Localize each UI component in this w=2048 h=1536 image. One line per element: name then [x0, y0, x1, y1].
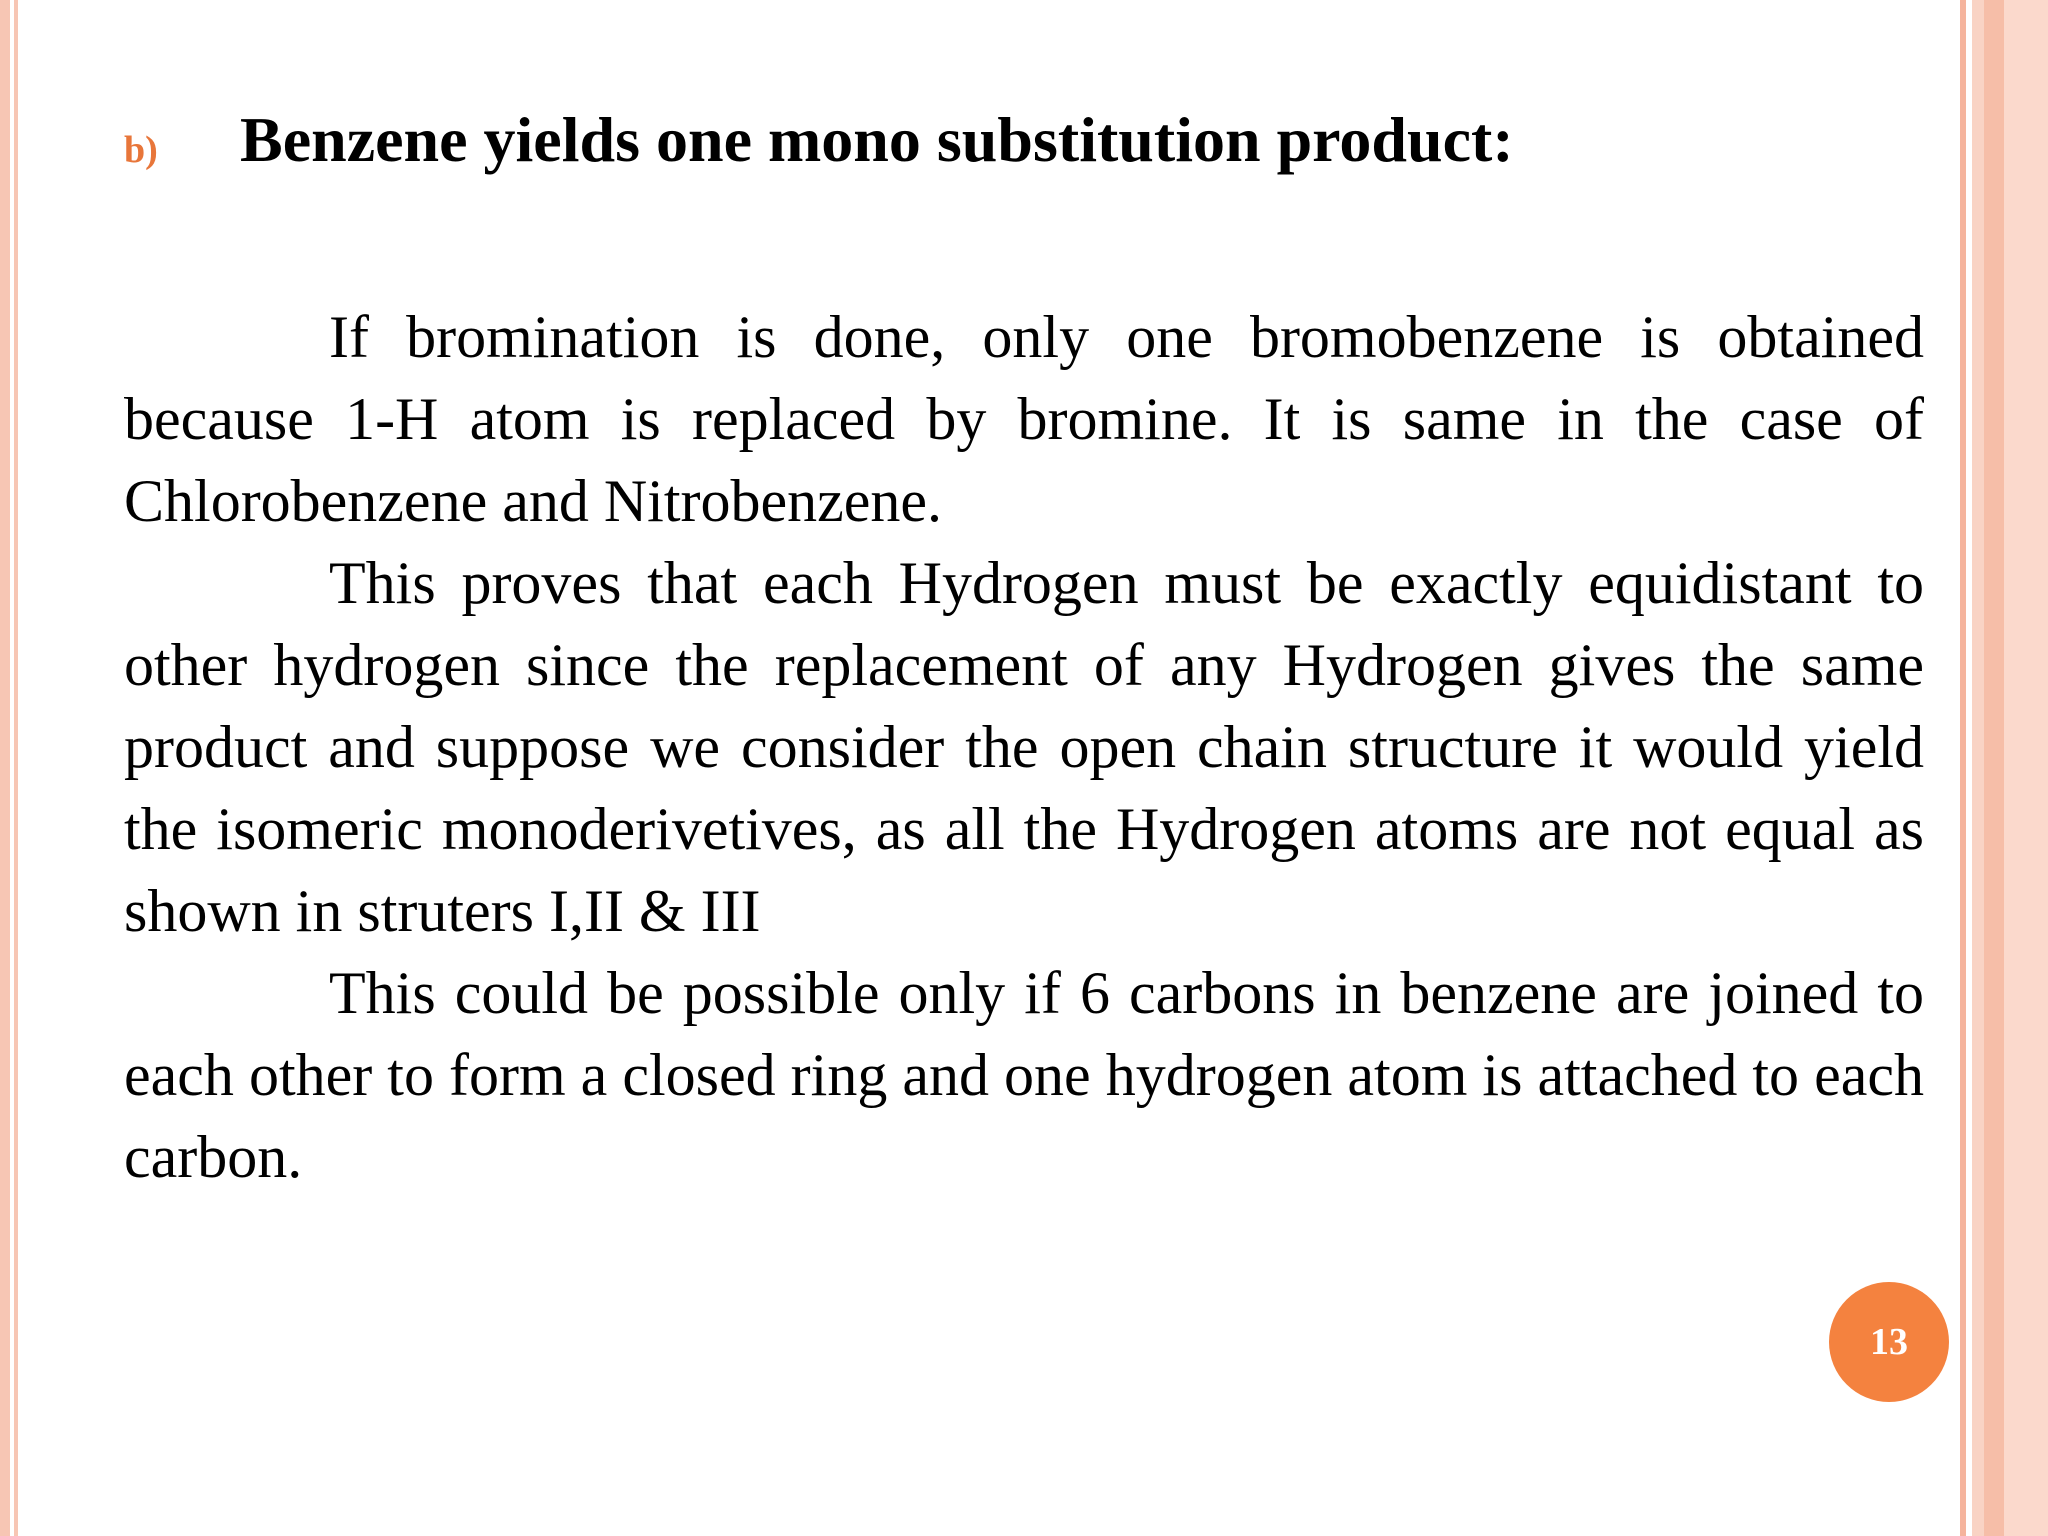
right-border-stripe [1972, 0, 1984, 1536]
right-border-stripe [1984, 0, 2004, 1536]
paragraph: This could be possible only if 6 carbons in benzene are joined to each other to form a closed ring and one hydrogen atom is attached to each carbon. [124, 960, 1924, 1190]
left-border-stripe [0, 0, 10, 1536]
page-number-badge: 13 [1829, 1282, 1949, 1402]
paragraph: This proves that each Hydrogen must be exactly equidistant to other hydrogen since the replacement of any Hydrogen gives the same product and suppose we consider the open chain structure it would yield the isomeric monoderivetives, as all the Hydrogen atoms are not equal as shown in struters I,II & III [124, 550, 1924, 944]
body-text [124, 296, 1924, 1198]
right-border-stripe [1960, 0, 1966, 1536]
slide-heading: Benzene yields one mono substitution product: [240, 104, 1514, 175]
left-border-stripe [14, 0, 18, 1536]
bullet-marker: b) [124, 129, 158, 171]
heading-row [124, 100, 1924, 190]
right-border-stripe [2004, 0, 2048, 1536]
paragraph: If bromination is done, only one bromobenzene is obtained because 1-H atom is replaced by bromine. It is same in the case of Chlorobenzene and Nitrobenzene. [124, 304, 1924, 534]
